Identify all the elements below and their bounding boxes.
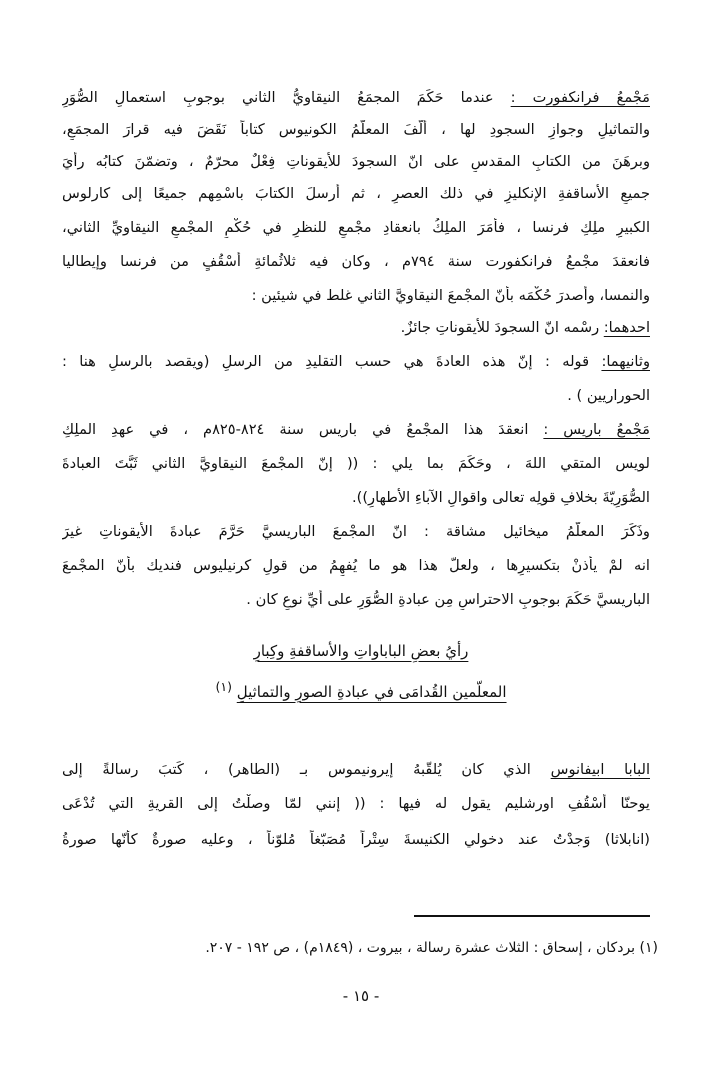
line-text: وذَكَرَ المعلّمُ ميخائيل مشاقة : انّ المجْمعَ الباريسيَّ حَرَّمَ عبادةَ الأيقوناتِ غيرَ — [62, 523, 650, 540]
text-line-9 — [62, 352, 650, 372]
text-line-5 — [62, 218, 650, 238]
line-text: عندما حَكَمَ المجمَعُ النيقاويُّ الثاني بوجوبِ استعمالِ الصُّوَرِ — [62, 89, 511, 106]
line-text: الباريسيَّ حَكَمَ بوجوبِ الاحتراسِ مِن عبادةِ الصُّوَرِ على أيِّ نوعٍ كان . — [246, 591, 650, 608]
text-line-16 — [62, 590, 650, 610]
text-line-15 — [62, 556, 650, 576]
text-line-1 — [62, 88, 650, 108]
section-heading-line-2 — [0, 676, 722, 703]
text-line-2 — [62, 120, 650, 140]
line-text: الكبيرِ ملِكِ فرنسا ، فأمَرَ الملِكُ بانعقادِ مجْمعٍ للنظرِ في حُكْمِ المجْمعِ النيقاويِّ الثاني، — [62, 219, 650, 236]
line-text: والنمسا، وأصدرَ حُكْمَه بأنّ المجْمعَ النيقاويَّ الثاني غلط في شيئين : — [251, 287, 650, 304]
footnote: (١) بردكان ، إسحاق : الثلاث عشرة رسالة ، بيروت ، (١٨٤٩م) ، ص ١٩٢ - ٢٠٧. — [205, 940, 658, 956]
line-text: لويس المتقي اللهَ ، وحَكَمَ بما يلي : (( إنّ المجْمعَ النيقاويَّ الثاني ثَبَّتَ العبادةَ — [62, 455, 650, 472]
text-line-17 — [62, 760, 650, 780]
footnote-separator — [414, 915, 650, 917]
heading-text: المعلّمين القُدامَى في عبادةِ الصورِ والتماثيلِ — [236, 683, 507, 701]
line-text: فانعقدَ مجْمعُ فرانكفورت سنة ٧٩٤م ، وكان فيه ثلاثُمائةِ أُسْقُفٍ من فرنسا وإيطاليا — [62, 253, 650, 270]
text-line-18 — [62, 794, 650, 814]
line-text: انه لمْ يأذنْ بتكسيرِها ، ولعلّ هذا هو ما يُفهِمُ من قولِ كرنيليوس فنديك بأنّ المجْمعَ — [62, 557, 650, 574]
line-text: قوله : إنّ هذه العادةَ هي حسب التقليدِ من الرسلِ (ويقصد بالرسلِ هنا : — [62, 353, 602, 370]
text-line-12 — [62, 454, 650, 474]
term-first: احدهما: — [603, 319, 650, 336]
text-line-10 — [62, 386, 650, 406]
text-line-6 — [62, 252, 650, 272]
line-text: رسْمه انّ السجودَ للأيقوناتِ جائزٌ. — [400, 319, 604, 336]
footnote-marker: (١) — [215, 679, 232, 694]
line-text: الصُّوَرِيّةَ بخلافِ قولِه تعالى واقوالِ الآباءِ الأطهارِ)). — [352, 489, 650, 506]
line-text: الحوراريين ) . — [567, 387, 650, 404]
text-line-19 — [62, 830, 650, 850]
line-text: الذي كان يُلقّبهُ إيرونيموس بـ (الطاهر) ، كَتبَ رسالةً إلى — [62, 761, 551, 778]
text-line-8 — [62, 318, 650, 338]
line-text: جميعِ الأساقفةِ الإنكليزِ في ذلك العصرِ ، ثم أرسلَ الكتابَ باسْمِهم جميعًا إلى كارلوس — [62, 185, 650, 202]
heading-text: رأيُ بعضِ الباباواتِ والأساقفةِ وكِبارِ — [253, 642, 469, 660]
line-text: والتماثيلِ وجوازِ السجودِ لها ، ألّفَ المعلّمُ الكونيوس كتاباً نَقَضَ فيه قرارَ المجمَعِ، — [62, 121, 650, 138]
page-number: - ١٥ - — [342, 987, 380, 1005]
line-text: يوحنّا أُسْقُفِ اورشليم يقول له فيها : (( إنني لمّا وصلْتُ إلى القريةِ التي تُدْعَى — [62, 795, 650, 812]
text-line-11 — [62, 420, 650, 440]
term-second: وثانيهما: — [601, 353, 650, 370]
text-line-7 — [62, 286, 650, 306]
section-heading-line-1 — [0, 640, 722, 662]
text-line-14 — [62, 522, 650, 542]
text-line-4 — [62, 184, 650, 204]
term-pope-epiphanius: البابا ابيفانوس — [550, 761, 650, 778]
line-text: وبرهَنَ من الكتابِ المقدسِ على انّ السجودَ للأيقوناتِ فِعْلٌ محرّمٌ ، وتضمّنَ كتابُه رأيَ — [62, 153, 650, 170]
text-line-13 — [62, 488, 650, 508]
text-line-3 — [62, 152, 650, 172]
section-term-frankfurt: مَجْمعُ فرانكفورت : — [510, 89, 650, 106]
line-text: انعقدَ هذا المجْمعُ في باريس سنة ٨٢٤-٨٢٥م ، في عهدِ الملِكِ — [62, 421, 544, 438]
section-term-paris: مَجْمعُ باريس : — [543, 421, 650, 438]
line-text: (انابلاثا) وَجدْتُ عند دخولي الكنيسةَ سِتْراً مُصَبّغاً مُلوّناً ، وعليه صورةٌ كأنّها صورةُ — [62, 831, 650, 848]
